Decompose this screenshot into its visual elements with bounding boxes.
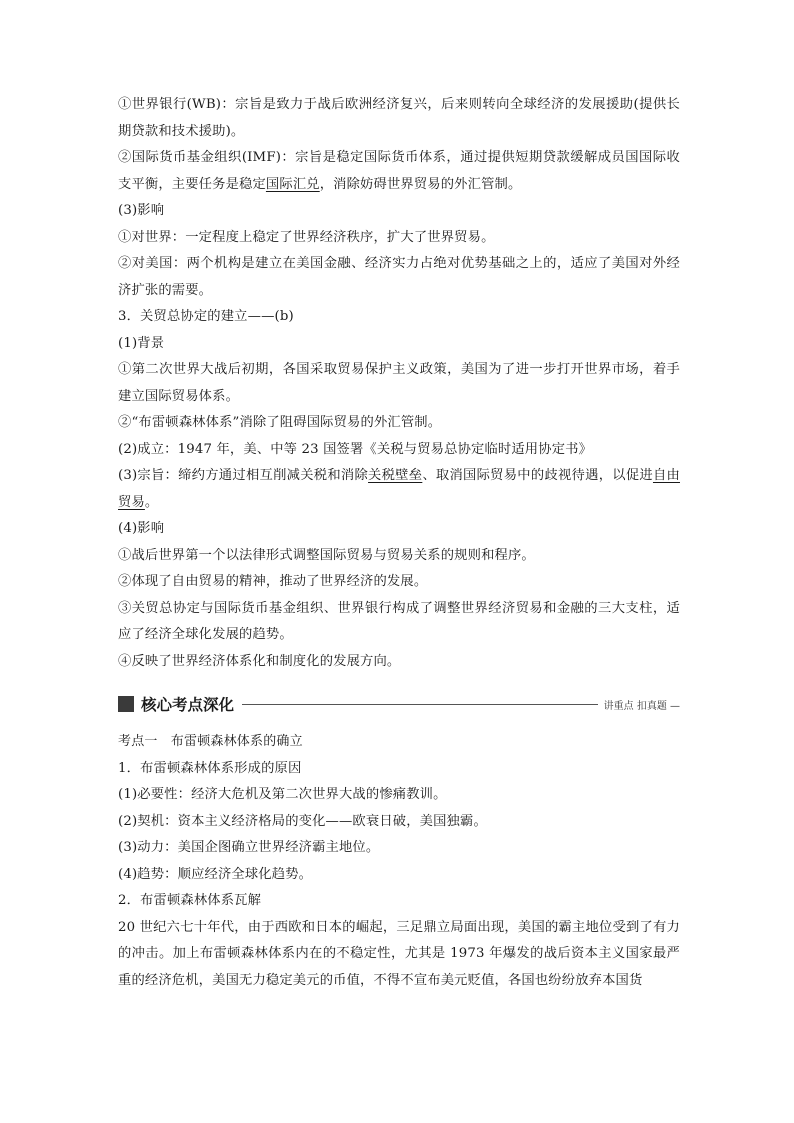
subheading-impact: (3)影响 (118, 203, 165, 218)
heading-gatt: 3．关贸总协定的建立——(b) (118, 309, 294, 324)
text-run: (3)宗旨：缔约方通过相互削减关税和消除 (118, 468, 369, 483)
point-heading: 考点一 布雷顿森林体系的确立 (118, 734, 303, 749)
paragraph-background-2: ②“布雷顿森林体系”消除了阻碍国际贸易的外汇管制。 (118, 415, 442, 430)
underlined-term: 关税壁垒 (368, 468, 423, 483)
section-square-icon (118, 696, 134, 712)
text-run: ，消除妨碍世界贸易的外汇管制。 (319, 176, 522, 192)
document-page (118, 92, 680, 994)
underlined-term: 国际汇兑 (265, 176, 320, 192)
paragraph-gatt-impact-3: ③关贸总协定与国际货币基金组织、世界银行构成了调整世界经济贸易和金融的三大支柱，适应了经济全球化发展的趋势。 (118, 600, 680, 642)
paragraph-background-1: ①第二次世界大战后初期，各国采取贸易保护主义政策，美国为了进一步打开世界市场，着手建立国际贸易体系。 (118, 362, 680, 404)
paragraph-wb: ①世界银行(WB)：宗旨是致力于战后欧洲经济复兴，后来则转向全球经济的发展援助(提供长期贷款和技术援助)。 (118, 97, 680, 139)
paragraph-imf (118, 145, 680, 198)
paragraph-purpose (118, 463, 680, 516)
heading-collapse: 2．布雷顿森林体系瓦解 (118, 893, 262, 908)
paragraph-necessity: (1)必要性：经济大危机及第二次世界大战的惨痛教训。 (118, 787, 447, 802)
paragraph-collapse: 20 世纪六七十年代，由于西欧和日本的崛起，三足鼎立局面出现，美国的霸主地位受到了有力的冲击。加上布雷顿森林体系内在的不稳定性，尤其是 1973 年爆发的战后资本主义国家最严重的经济危机，美国无力稳定美元的币值，不得不宣布美元贬值，各国也纷纷放弃本国货 (118, 919, 680, 988)
paragraph-opportunity: (2)契机：资本主义经济格局的变化——欧衰日破，美国独霸。 (118, 813, 487, 829)
subheading-background: (1)背景 (118, 335, 165, 351)
heading-causes: 1．布雷顿森林体系形成的原因 (118, 760, 302, 776)
paragraph-gatt-impact-4: ④反映了世界经济体系化和制度化的发展方向。 (118, 653, 401, 669)
paragraph-gatt-impact-1: ①战后世界第一个以法律形式调整国际贸易与贸易关系的规则和程序。 (118, 547, 535, 563)
section-rule (242, 704, 598, 705)
text-run: 、取消国际贸易中的歧视待遇，以促进 (422, 468, 653, 483)
underlined-term: 自由贸易 (118, 468, 680, 510)
section-title: 核心考点深化 (141, 696, 235, 714)
paragraph-trend: (4)趋势：顺应经济全球化趋势。 (118, 866, 313, 882)
text-run: 。 (144, 494, 159, 510)
paragraph-gatt-impact-2: ②体现了自由贸易的精神，推动了世界经济的发展。 (118, 574, 428, 589)
section-tag: 讲重点 扣真题 — (603, 700, 680, 712)
subheading-gatt-impact: (4)影响 (118, 521, 165, 536)
text-run: ②国际货币基金组织(IMF)：宗旨是稳定国际货币体系，通过提供短期贷款缓解成员国国际收支平衡，主要任务是稳定 (118, 150, 680, 192)
paragraph-impact-world: ①对世界：一定程度上稳定了世界经济秩序，扩大了世界贸易。 (118, 229, 495, 245)
paragraph-founding: (2)成立：1947 年，美、中等 23 国签署《关税与贸易总协定临时适用协定书》 (118, 441, 593, 457)
section-header-bar (118, 693, 680, 715)
paragraph-motive: (3)动力：美国企图确立世界经济霸主地位。 (118, 840, 380, 855)
paragraph-impact-us: ②对美国：两个机构是建立在美国金融、经济实力占绝对优势基础之上的，适应了美国对外经济扩张的需要。 (118, 256, 680, 298)
